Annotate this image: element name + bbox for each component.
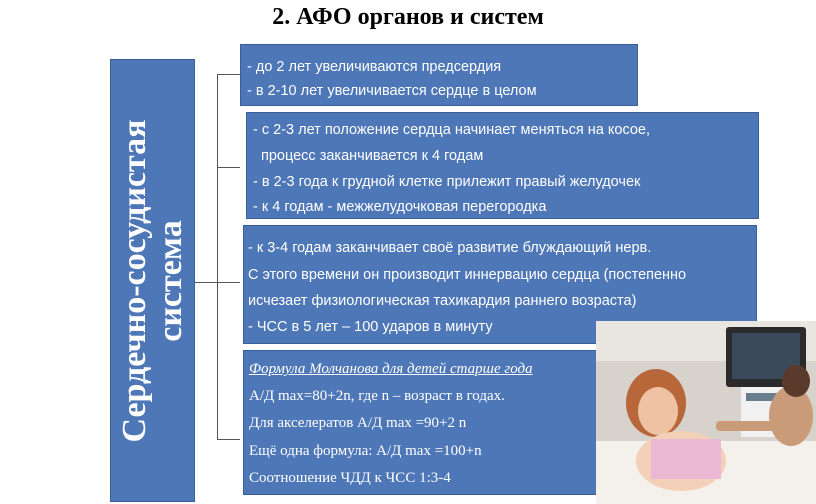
box2-line-3: - в 2-3 года к грудной клетке прилежит правый желудочек <box>253 174 641 190</box>
connector-box1 <box>217 74 240 75</box>
box1-line-1: - до 2 лет увеличиваются предсердия <box>247 59 502 75</box>
system-title-box <box>110 59 195 502</box>
connector-box4 <box>217 439 240 440</box>
box4-line-4: Соотношение ЧДД к ЧСС 1:3-4 <box>249 470 451 486</box>
info-box-4 <box>243 350 608 495</box>
info-box-2 <box>246 112 759 219</box>
connector-box3 <box>217 282 240 283</box>
box3-line-2: С этого времени он производит иннервацию сердца (постепенно <box>248 267 687 283</box>
page-title: 2. АФО органов и систем <box>272 4 544 30</box>
formula-heading: Формула Молчанова для детей старше года <box>249 361 533 377</box>
box4-line-2: Для акселератов А/Д max =90+2 n <box>249 415 467 431</box>
child-ultrasound-photo <box>596 321 816 504</box>
box2-line-4: - к 4 годам - межжелудочковая перегородка <box>253 199 547 215</box>
connector-vertical <box>217 74 218 439</box>
box2-line-2: процесс заканчивается к 4 годам <box>261 148 484 164</box>
box3-line-3: исчезает физиологическая тахикардия раннего возраста) <box>248 293 637 309</box>
box1-line-2: - в 2-10 лет увеличивается сердце в целом <box>247 83 537 99</box>
system-title: Сердечно-сосудистая система <box>115 118 189 443</box>
photo-illustration <box>596 321 816 504</box>
connector-main <box>195 282 217 283</box>
connector-box2 <box>217 167 240 168</box>
box2-line-1: - с 2-3 лет положение сердца начинает меняться на косое, <box>253 122 651 138</box>
box4-line-1: А/Д max=80+2n, где n – возраст в годах. <box>249 388 505 404</box>
box4-line-3: Ещё одна формула: А/Д max =100+n <box>249 443 482 459</box>
box3-line-1: - к 3-4 годам заканчивает своё развитие блуждающий нерв. <box>248 240 652 256</box>
info-box-1 <box>240 44 638 106</box>
box3-line-4: - ЧСС в 5 лет – 100 ударов в минуту <box>248 319 493 335</box>
